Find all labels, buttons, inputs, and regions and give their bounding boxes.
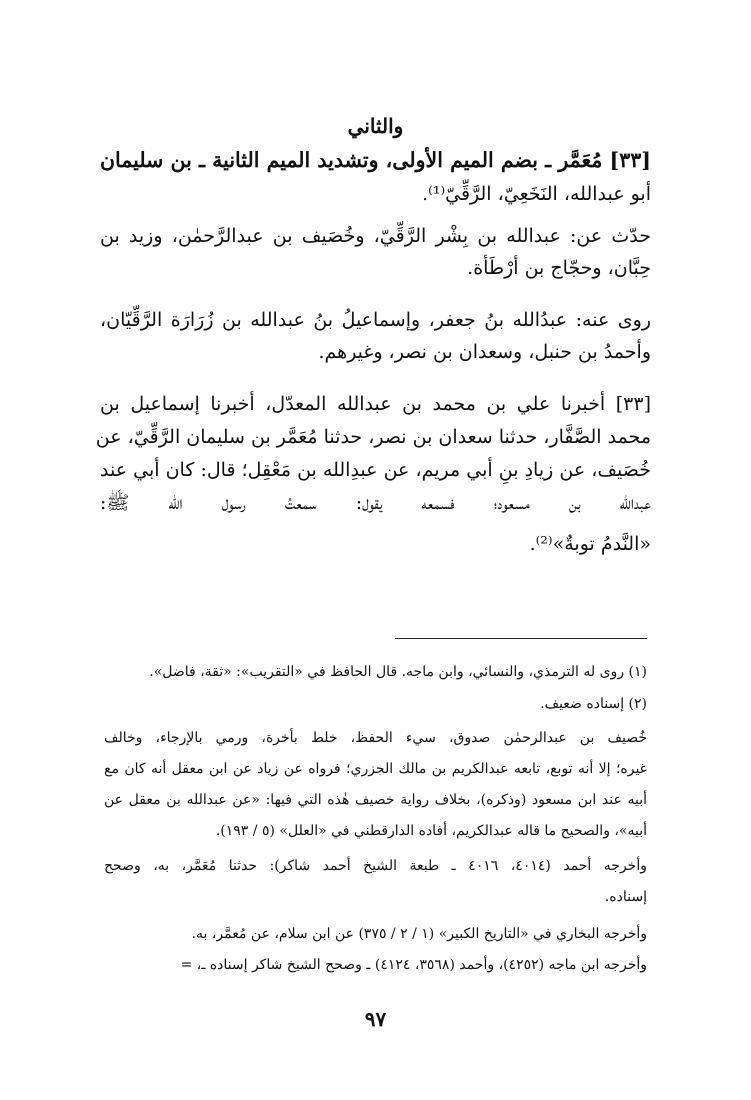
footnote-para4: وأخرجه ابن ماجه (٤٢٥٢)، وأحمد (٣٥٦٨، ٤١٢٤) ـ وصحح الشيخ شاكر إسناده ـ، = — [180, 957, 647, 973]
hadith-line-4: عبدالله بن مسعود؛ فسمعه يقول: سمعتُ رسول الله ﷺ: — [100, 492, 651, 514]
footnote-2: (٢) إسناده ضعيف. — [540, 696, 647, 712]
hadith-line-2: محمد الصَّفَّار، حدثنا سعدان بن نصر، حدثنا مُعَمَّر بن سليمان الرَّقِّيّ، عن — [95, 426, 651, 448]
footnote-1: (١) روى له الترمذي، والنسائي، وابن ماجه. قال الحافظ في «التقريب»: «ثقة، فاضل». — [149, 664, 647, 680]
footnote-para1-line-4: أبيه»، والصحيح ما قاله عبدالكريم، أفاده الدارقطني في «العلل» (٥ / ١٩٣). — [215, 823, 647, 839]
footnote-para1-line-2: غيره؛ إلا أنه توبع، تابعه عبدالكريم بن مالك الجزري؛ فرواه عن زياد عن ابن معقل أنه كان مع — [104, 761, 647, 777]
page-number: ٩٧ — [364, 1007, 387, 1031]
footnote-para2-line-2: إسناده. — [604, 889, 647, 905]
footnote-para1-line-1: خُصيف بن عبدالرحمٰن صدوق، سيء الحفظ، خلط بأخرة، ورمي بالإرجاء، وخالف — [104, 730, 647, 746]
footnote-para3: وأخرجه البخاري في «التاريخ الكبير» (١ / ٢ / ٣٧٥) عن ابن سلام، عن مُعمَّر، به. — [191, 926, 647, 942]
section-subheading: والثاني — [347, 114, 404, 138]
footnote-separator — [395, 638, 647, 639]
entry-heading: [٣٣] مُعَمَّر ـ بضم الميم الأولى، وتشديد الميم الثانية ـ بن سليمان — [100, 148, 651, 172]
entry-kunya: أبو عبدالله، النَخَعِيّ، الرَّقِّيّ⁽¹⁾. — [422, 183, 651, 205]
narrated-by-line-2: وأحمدُ بن حنبل، وسعدان بن نصر، وغيرهم. — [318, 341, 651, 363]
footnote-para2-line-1: وأخرجه أحمد (٤٠١٤، ٤٠١٦ ـ طبعة الشيخ أحمد شاكر): حدثنا مُعَمَّر، به، وصحح — [104, 858, 647, 874]
narrated-by-line-1: روى عنه: عبدُالله بنُ جعفر، وإسماعيلُ بنُ عبدالله بن زُرَارَة الرَّقِّيّان، — [100, 309, 651, 331]
hadith-matn: «النَّدمُ توبةٌ»⁽²⁾. — [529, 533, 651, 555]
hadith-line-3: خُصَيف، عن زيادِ بنِ أبي مريم، عن عبدِالله بن مَعْقِل؛ قال: كان أبي عند — [100, 459, 651, 481]
narrated-from-line-2: حِبَّان، وحجّاج بن أرْطَأة. — [467, 257, 651, 279]
hadith-line-1: [٣٣] أخبرنا علي بن محمد بن عبدالله المعدّل، أخبرنا إسماعيل بن — [100, 393, 651, 415]
narrated-from-line-1: حدّث عن: عبدالله بن بِشْر الرَّقِّيّ، وخُصَيف بن عبدالرَّحمٰن، وزيد بن — [100, 225, 651, 247]
footnote-para1-line-3: أبيه عند ابن مسعود (وذكره)، بخلاف رواية خصيف هٰذه التي فيها: «عن عبدالله بن معقل عن — [104, 792, 647, 808]
